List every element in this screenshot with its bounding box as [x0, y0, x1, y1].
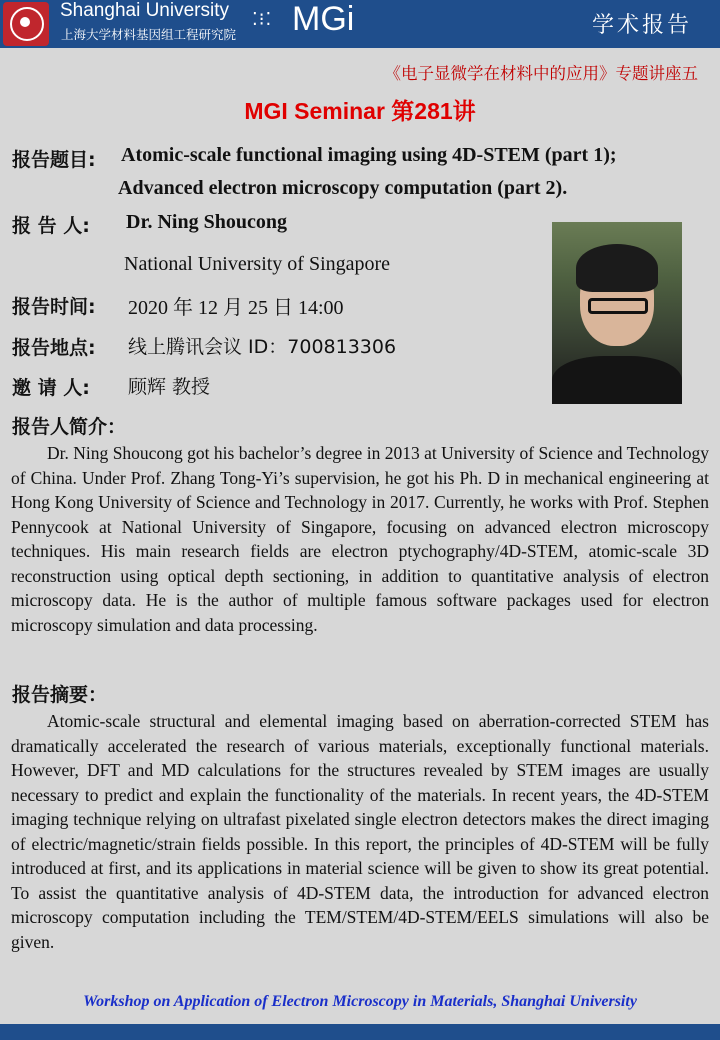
host-name: 顾辉 教授 — [128, 376, 211, 398]
header-right-label: 学术报告 — [591, 13, 692, 38]
bio-label: 报告人简介： — [12, 416, 127, 438]
abstract-label: 报告摘要： — [12, 684, 108, 706]
speaker-photo — [552, 222, 682, 404]
time-label: 报告时间: — [12, 296, 96, 318]
dots-icon: ⁚⁝⁚ — [252, 9, 273, 30]
abstract-text: Atomic-scale structural and elemental imaging based on aberration-corrected STEM has dramatically accelerated the research of various materials, exceptionally functional materials. However, DFT and MD calculations for the structures revealed by STEM images are usually necessary to predict and explain the functionality of the materials. In recent years, the 4D-STEM imaging technique relying on ultrafast pixelated single electron detectors makes the direct imaging of electric/magnetic/strain fields possible. In this report, the principles of 4D-STEM will be fully introduced at first, and its applications in material science will be given to show its great potential. To assist the quantitative analysis of 4D-STEM data, the introduction for advanced electron microscopy computation including the TEM/STEM/4D-STEM/EELS simulations will also be given. — [11, 711, 709, 952]
talk-time: 2020 年 12 月 25 日 14:00 — [128, 297, 344, 319]
footer-text: Workshop on Application of Electron Microscopy in Materials, Shanghai University — [83, 993, 637, 1010]
speaker-affiliation: National University of Singapore — [124, 253, 391, 275]
logo-center-icon — [20, 17, 30, 27]
mgi-logo-text: MGi — [292, 0, 355, 38]
title-label: 报告题目: — [12, 149, 96, 171]
series-title: 《电子显微学在材料中的应用》专题讲座五 — [384, 64, 698, 83]
mgi-logo — [252, 0, 355, 46]
talk-title-line1: Atomic-scale functional imaging using 4D-STEM (part 1); — [121, 144, 617, 166]
seminar-title: MGI Seminar 第281讲 — [244, 98, 476, 124]
photo-hair — [576, 244, 658, 292]
header-bar — [0, 0, 720, 48]
place-label: 报告地点: — [12, 337, 96, 359]
talk-place: 线上腾讯会议 ID：700813306 — [128, 336, 397, 358]
photo-glasses — [588, 298, 648, 314]
university-name-cn: 上海大学材料基因组工程研究院 — [61, 27, 237, 42]
speaker-name: Dr. Ning Shoucong — [126, 211, 287, 233]
photo-shirt — [552, 356, 682, 404]
bio-text: Dr. Ning Shoucong got his bachelor’s degree in 2013 at University of Science and Technology of China. Under Prof. Zhang Tong-Yi’s supervision, he got his Ph. D in mechanical engineering at Hong Kong University of Science and Technology in 2017. Currently, he works with Prof. Stephen Pennycook at National University of Singapore, focusing on advanced electron microscopy techniques. His main research fields are electron ptychography/4D-STEM, atomic-scale 3D reconstruction using optical depth sectioning, in addition to quantitative analysis of electron microscopy data. He is the author of multiple famous software packages used for electron microscopy simulation and data processing. — [11, 443, 709, 635]
host-label: 邀 请 人: — [12, 377, 90, 399]
speaker-label: 报 告 人: — [12, 215, 90, 237]
bottom-bar — [0, 1024, 720, 1040]
university-name-en: Shanghai University — [60, 0, 229, 21]
talk-title-line2: Advanced electron microscopy computation (part 2). — [118, 177, 568, 199]
university-logo — [3, 2, 49, 46]
